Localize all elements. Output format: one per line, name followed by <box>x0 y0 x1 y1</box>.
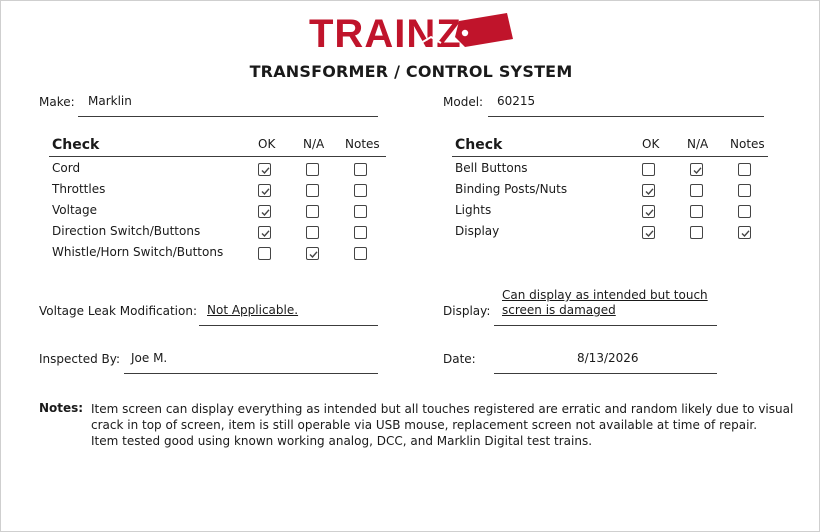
left-row-label: Throttles <box>52 182 106 196</box>
voltage-leak-label: Voltage Leak Modification: <box>39 304 197 318</box>
checkmark-icon <box>644 186 655 197</box>
right-notes-header: Notes <box>730 137 765 151</box>
left-na-header: N/A <box>303 137 325 151</box>
inspected-by-label: Inspected By: <box>39 352 121 366</box>
notes-line: Item tested good using known working analog, DCC, and Marklin Digital test trains. <box>91 434 593 448</box>
svg-text:TRAINZ: TRAINZ <box>309 12 462 53</box>
checkmark-icon <box>260 165 271 176</box>
left-check-header: Check <box>52 137 100 153</box>
right-na-checkbox[interactable] <box>690 163 703 176</box>
left-na-checkbox[interactable] <box>306 163 319 176</box>
left-table-divider <box>49 156 386 157</box>
checkmark-icon <box>260 228 271 239</box>
right-table-divider <box>452 156 768 157</box>
left-ok-checkbox[interactable] <box>258 247 271 260</box>
right-ok-checkbox[interactable] <box>642 226 655 239</box>
date-label: Date: <box>443 352 476 366</box>
left-notes-checkbox[interactable] <box>354 226 367 239</box>
display-underline <box>494 325 717 326</box>
right-na-checkbox[interactable] <box>690 205 703 218</box>
right-row-label: Lights <box>455 203 492 217</box>
left-row-label: Whistle/Horn Switch/Buttons <box>52 245 224 259</box>
left-notes-checkbox[interactable] <box>354 163 367 176</box>
checkmark-icon <box>260 186 271 197</box>
right-row-label: Bell Buttons <box>455 161 528 175</box>
make-label: Make: <box>39 95 75 109</box>
checkmark-icon <box>260 207 271 218</box>
date-value: 8/13/2026 <box>577 351 639 365</box>
left-ok-checkbox[interactable] <box>258 184 271 197</box>
model-label: Model: <box>443 95 484 109</box>
right-na-checkbox[interactable] <box>690 184 703 197</box>
notes-text <box>91 401 794 449</box>
right-row-label: Display <box>455 224 500 238</box>
notes-line: crack in top of screen, item is still operable via USB mouse, replacement screen not available at time of repair. <box>91 418 758 432</box>
right-notes-checkbox[interactable] <box>738 184 751 197</box>
voltage-leak-underline <box>199 325 378 326</box>
notes-line: Item screen can display everything as intended but all touches registered are erratic and random likely due to visual <box>91 402 794 416</box>
right-notes-checkbox[interactable] <box>738 226 751 239</box>
left-notes-checkbox[interactable] <box>354 247 367 260</box>
left-row-label: Voltage <box>52 203 98 217</box>
right-row-label: Binding Posts/Nuts <box>455 182 568 196</box>
checkmark-icon <box>692 165 703 176</box>
left-notes-checkbox[interactable] <box>354 184 367 197</box>
right-na-checkbox[interactable] <box>690 226 703 239</box>
checkmark-icon <box>644 228 655 239</box>
right-notes-checkbox[interactable] <box>738 205 751 218</box>
right-notes-checkbox[interactable] <box>738 163 751 176</box>
left-notes-checkbox[interactable] <box>354 205 367 218</box>
left-ok-checkbox[interactable] <box>258 205 271 218</box>
model-underline <box>488 116 764 117</box>
right-na-header: N/A <box>687 137 709 151</box>
left-na-checkbox[interactable] <box>306 205 319 218</box>
right-ok-checkbox[interactable] <box>642 184 655 197</box>
right-ok-header: OK <box>642 137 660 151</box>
display-value-line2: screen is damaged <box>502 303 616 317</box>
left-ok-checkbox[interactable] <box>258 226 271 239</box>
form-title: TRANSFORMER / CONTROL SYSTEM <box>249 62 573 81</box>
voltage-leak-value: Not Applicable. <box>207 303 299 317</box>
date-underline <box>494 373 717 374</box>
inspected-by-underline <box>124 373 378 374</box>
left-row-label: Cord <box>52 161 81 175</box>
trainz-logo <box>309 9 515 53</box>
checkmark-icon <box>740 228 751 239</box>
left-na-checkbox[interactable] <box>306 184 319 197</box>
display-label: Display: <box>443 304 491 318</box>
checkmark-icon <box>644 207 655 218</box>
display-value <box>502 288 708 318</box>
right-ok-checkbox[interactable] <box>642 205 655 218</box>
make-underline <box>78 116 378 117</box>
left-na-checkbox[interactable] <box>306 226 319 239</box>
left-notes-header: Notes <box>345 137 380 151</box>
left-ok-checkbox[interactable] <box>258 163 271 176</box>
make-value: Marklin <box>88 94 132 108</box>
left-na-checkbox[interactable] <box>306 247 319 260</box>
model-value: 60215 <box>497 94 536 108</box>
inspected-by-value: Joe M. <box>131 351 168 365</box>
notes-label: Notes: <box>39 401 84 415</box>
checkmark-icon <box>308 249 319 260</box>
left-row-label: Direction Switch/Buttons <box>52 224 201 238</box>
left-ok-header: OK <box>258 137 276 151</box>
right-ok-checkbox[interactable] <box>642 163 655 176</box>
display-value-line1: Can display as intended but touch <box>502 288 708 302</box>
right-check-header: Check <box>455 137 503 153</box>
